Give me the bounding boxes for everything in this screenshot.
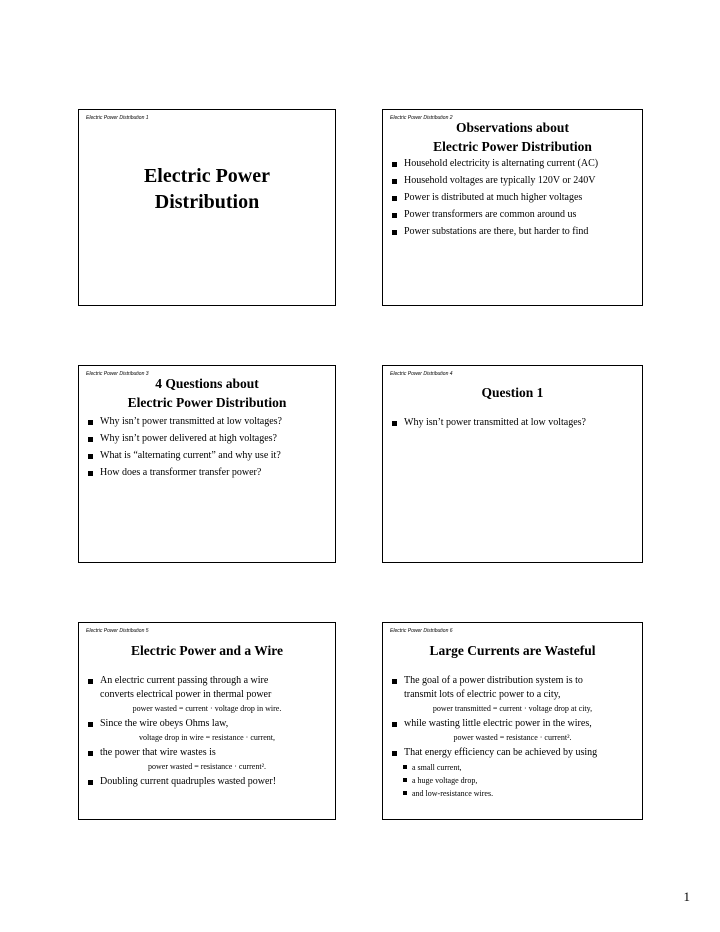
title-line: Electric Power xyxy=(143,165,271,187)
page-number: 1 xyxy=(683,889,690,904)
list-item: How does a transformer transfer power? xyxy=(79,466,335,480)
square-bullet-icon xyxy=(392,213,397,218)
square-bullet-icon xyxy=(88,780,93,785)
slide-title xyxy=(383,118,642,156)
slide-label: Electric Power Distribution 4 xyxy=(390,371,453,377)
square-bullet-icon xyxy=(392,722,397,727)
list-item: Household voltages are typically 120V or 240V xyxy=(383,174,642,188)
slide-1 xyxy=(78,109,336,306)
list-item: The goal of a power distribution system is to transmit lots of electric power to a city, xyxy=(383,674,642,702)
slide-label: Electric Power Distribution 1 xyxy=(86,115,149,121)
formula-line: power wasted = current · voltage drop in wire. xyxy=(132,704,282,713)
list-item: the power that wire wastes is xyxy=(79,746,335,760)
bullet-list xyxy=(79,415,335,483)
formula-line: voltage drop in wire = resistance · current, xyxy=(138,733,275,742)
list-item: An electric current passing through a wire converts electrical power in thermal power xyxy=(79,674,335,702)
title-line: Question 1 xyxy=(481,385,544,400)
title-line: Distribution xyxy=(154,191,260,213)
square-bullet-icon xyxy=(392,196,397,201)
square-bullet-icon xyxy=(403,765,407,769)
slide-4 xyxy=(382,365,643,563)
title-line: Electric Power Distribution xyxy=(127,395,287,410)
square-bullet-icon xyxy=(88,751,93,756)
bullet-list xyxy=(383,157,642,242)
title-line: 4 Questions about xyxy=(155,376,259,391)
slide-2 xyxy=(382,109,643,306)
sub-list-item: a small current, xyxy=(383,761,642,774)
list-item: while wasting little electric power in the wires, xyxy=(383,717,642,731)
list-item: Power transformers are common around us xyxy=(383,208,642,222)
bullet-list xyxy=(79,674,335,789)
square-bullet-icon xyxy=(88,679,93,684)
square-bullet-icon xyxy=(88,722,93,727)
list-item: Why isn’t power transmitted at low voltages? xyxy=(79,415,335,429)
list-item: What is “alternating current” and why use it? xyxy=(79,449,335,463)
square-bullet-icon xyxy=(403,778,407,782)
list-item: Why isn’t power delivered at high voltages? xyxy=(79,432,335,446)
slide-title xyxy=(79,163,335,215)
slide-title xyxy=(383,641,642,660)
slide-title xyxy=(383,383,642,402)
slide-label: Electric Power Distribution 6 xyxy=(390,628,453,634)
formula-line: power wasted = resistance · current². xyxy=(453,733,572,742)
slide-label: Electric Power Distribution 5 xyxy=(86,628,149,634)
title-line: Observations about xyxy=(456,120,569,135)
list-item: Since the wire obeys Ohms law, xyxy=(79,717,335,731)
square-bullet-icon xyxy=(88,471,93,476)
slide-6 xyxy=(382,622,643,820)
square-bullet-icon xyxy=(392,679,397,684)
slide-label: Electric Power Distribution 3 xyxy=(86,371,149,377)
square-bullet-icon xyxy=(88,437,93,442)
formula-line: power wasted = resistance · current². xyxy=(148,762,266,771)
square-bullet-icon xyxy=(88,420,93,425)
title-line: Large Currents are Wasteful xyxy=(429,643,596,658)
formula-line: power transmitted = current · voltage drop at city, xyxy=(432,704,593,713)
slide-label: Electric Power Distribution 2 xyxy=(390,115,453,121)
square-bullet-icon xyxy=(403,791,407,795)
sub-list-item: a huge voltage drop, xyxy=(383,774,642,787)
bullet-list xyxy=(383,674,642,800)
square-bullet-icon xyxy=(392,179,397,184)
square-bullet-icon xyxy=(392,421,397,426)
slide-title xyxy=(79,374,335,412)
square-bullet-icon xyxy=(392,751,397,756)
list-item: Why isn’t power transmitted at low voltages? xyxy=(383,416,642,430)
square-bullet-icon xyxy=(392,230,397,235)
title-line: Electric Power and a Wire xyxy=(131,643,283,658)
list-item: Household electricity is alternating current (AC) xyxy=(383,157,642,171)
square-bullet-icon xyxy=(392,162,397,167)
list-item: Power substations are there, but harder to find xyxy=(383,225,642,239)
sub-list-item: and low-resistance wires. xyxy=(383,787,642,800)
list-item: That energy efficiency can be achieved by using xyxy=(383,746,642,760)
bullet-list xyxy=(383,416,642,430)
square-bullet-icon xyxy=(88,454,93,459)
slide-3 xyxy=(78,365,336,563)
list-item: Doubling current quadruples wasted power! xyxy=(79,775,335,789)
slide-title xyxy=(79,641,335,660)
title-line: Electric Power Distribution xyxy=(433,139,592,154)
list-item: Power is distributed at much higher voltages xyxy=(383,191,642,205)
slide-5 xyxy=(78,622,336,820)
